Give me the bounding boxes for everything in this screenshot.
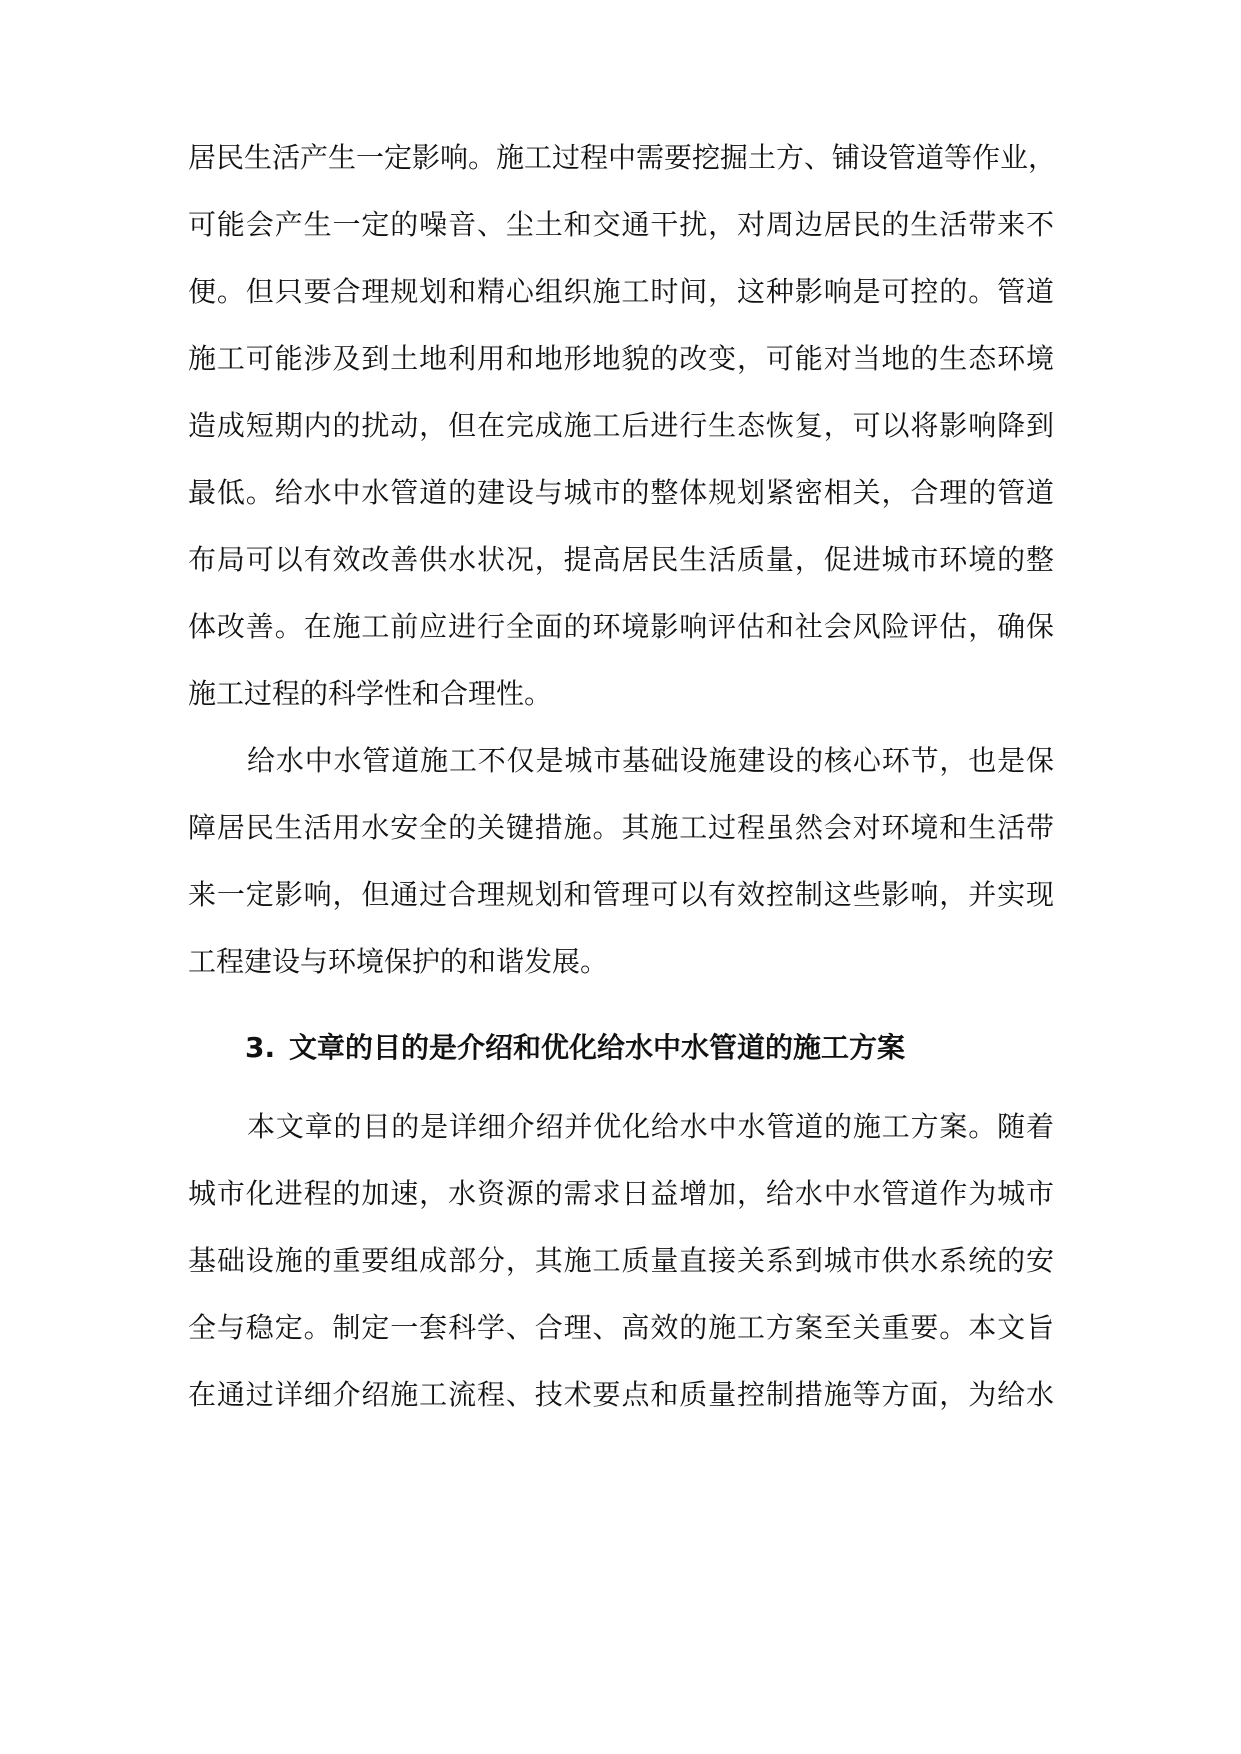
paragraph-1-line-9: 施工过程的科学性和合理性。 [188,677,553,710]
paragraph-1-line-8: 体改善。在施工前应进行全面的环境影响评估和社会风险评估，确保 [188,610,1054,643]
paragraph-3-line-4: 全与稳定。制定一套科学、合理、高效的施工方案至关重要。本文旨 [188,1311,1054,1344]
section-heading-title: 文章的目的是介绍和优化给水中水管道的施工方案 [289,1031,906,1064]
paragraph-1-line-3: 便。但只要合理规划和精心组织施工时间，这种影响是可控的。管道 [188,275,1054,308]
paragraph-1-line-6: 最低。给水中水管道的建设与城市的整体规划紧密相关，合理的管道 [188,476,1054,509]
section-heading [245,1028,905,1068]
paragraph-2-line-2: 障居民生活用水安全的关键措施。其施工过程虽然会对环境和生活带 [188,811,1054,844]
paragraph-1-line-4: 施工可能涉及到土地利用和地形地貌的改变，可能对当地的生态环境 [188,342,1054,375]
paragraph-3-line-5: 在通过详细介绍施工流程、技术要点和质量控制措施等方面，为给水 [188,1378,1054,1411]
paragraph-2-line-4: 工程建设与环境保护的和谐发展。 [188,945,609,978]
section-heading-number: 3. [245,1031,276,1064]
paragraph-1-line-2: 可能会产生一定的噪音、尘土和交通干扰，对周边居民的生活带来不 [188,208,1054,241]
paragraph-1-line-7: 布局可以有效改善供水状况，提高居民生活质量，促进城市环境的整 [188,543,1054,576]
paragraph-1-line-5: 造成短期内的扰动，但在完成施工后进行生态恢复，可以将影响降到 [188,409,1054,442]
paragraph-3-line-2: 城市化进程的加速，水资源的需求日益增加，给水中水管道作为城市 [188,1177,1054,1210]
paragraph-3-line-1: 本文章的目的是详细介绍并优化给水中水管道的施工方案。随着 [247,1110,1054,1143]
paragraph-2-line-1: 给水中水管道施工不仅是城市基础设施建设的核心环节，也是保 [247,744,1054,777]
paragraph-1-line-1: 居民生活产生一定影响。施工过程中需要挖掘土方、铺设管道等作业， [188,141,1057,174]
paragraph-3-line-3: 基础设施的重要组成部分，其施工质量直接关系到城市供水系统的安 [188,1244,1054,1277]
paragraph-2-line-3: 来一定影响，但通过合理规划和管理可以有效控制这些影响，并实现 [188,878,1054,911]
